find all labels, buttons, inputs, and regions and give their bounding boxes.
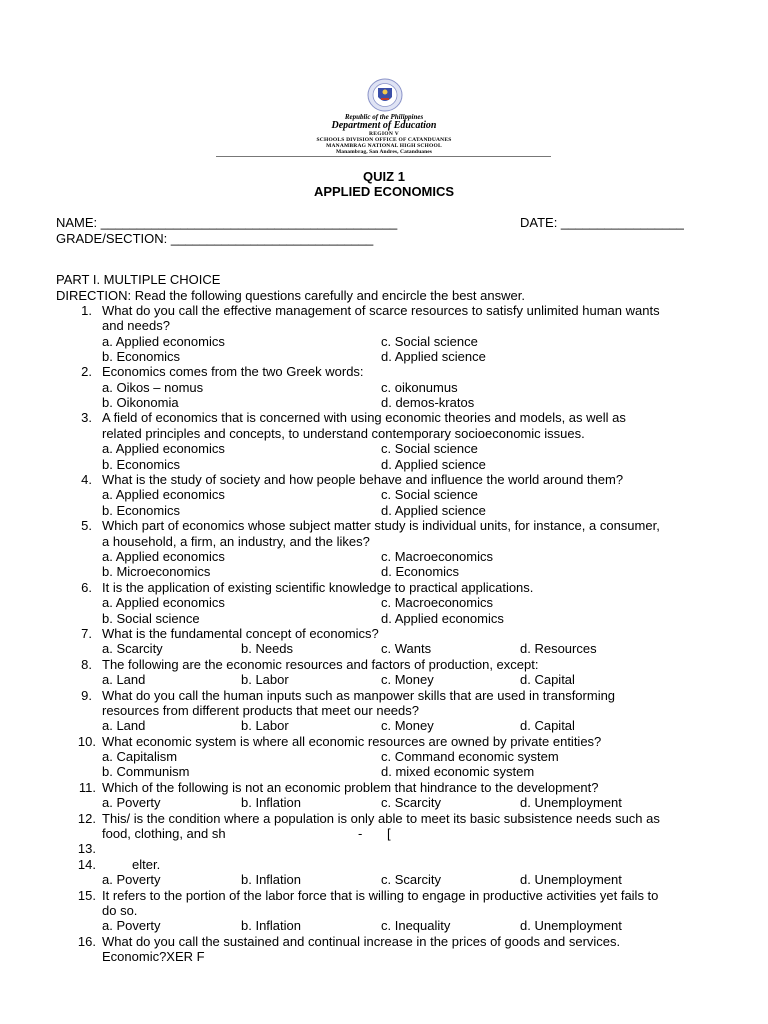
option-c: c. Macroeconomics [381, 549, 493, 564]
option-c: c. Command economic system [381, 749, 559, 764]
question-text: elter. [132, 857, 161, 872]
option-b: b. Inflation [241, 918, 301, 933]
question-text: It is the application of existing scientific knowledge to practical applications. [102, 580, 534, 595]
question-text: Economics comes from the two Greek words: [102, 364, 364, 379]
option-b: b. Social science [102, 611, 200, 626]
option-b: b. Oikonomia [102, 395, 179, 410]
stray-mark: - [358, 826, 363, 841]
option-c: c. Macroeconomics [381, 595, 493, 610]
grade-section-field: GRADE/SECTION: ____________________________ [56, 231, 374, 246]
question-text: food, clothing, and sh [102, 826, 226, 841]
option-a: a. Land [102, 672, 146, 687]
option-a: a. Land [102, 718, 146, 733]
option-b: b. Needs [241, 641, 294, 656]
option-d: d. Applied science [381, 349, 486, 364]
option-d: d. Applied science [381, 503, 486, 518]
question-number: 8. [81, 657, 92, 672]
option-d: d. Capital [520, 718, 575, 733]
option-b: b. Economics [102, 349, 181, 364]
option-a: a. Applied economics [102, 441, 225, 456]
option-a: a. Oikos – nomus [102, 380, 204, 395]
option-c: c. Money [381, 672, 434, 687]
header-divider [216, 156, 551, 157]
option-d: d. Resources [520, 641, 597, 656]
question-number: 16. [77, 934, 96, 949]
header-republic: Republic of the Philippines [344, 113, 424, 121]
option-d: d. Applied science [381, 457, 486, 472]
question-text: Which part of economics whose subject matter study is individual units, for instance, a consumer, [102, 518, 660, 533]
header-division: SCHOOLS DIVISION OFFICE OF CATANDUANES [316, 137, 452, 143]
option-a: a. Applied economics [102, 549, 225, 564]
option-d: d. Unemployment [520, 872, 622, 887]
question-text: What do you call the sustained and continual increase in the prices of goods and services. [102, 934, 621, 949]
option-a: a. Capitalism [102, 749, 178, 764]
option-a: a. Poverty [102, 872, 161, 887]
header-region: REGION V [369, 131, 399, 137]
option-b: b. Inflation [241, 872, 301, 887]
name-field: NAME: _________________________________________ [56, 215, 398, 230]
option-a: a. Poverty [102, 918, 161, 933]
header-department: Department of Education [331, 120, 437, 131]
option-c: c. Social science [381, 334, 478, 349]
question-number: 5. [81, 518, 92, 533]
option-d: d. demos-kratos [381, 395, 475, 410]
question-number: 10. [77, 734, 96, 749]
question-number: 7. [81, 626, 92, 641]
option-c: c. oikonumus [381, 380, 458, 395]
question-number: 9. [81, 688, 92, 703]
question-number: 12. [77, 811, 96, 826]
part-heading: PART I. MULTIPLE CHOICE [56, 272, 221, 287]
part-direction: DIRECTION: Read the following questions carefully and encircle the best answer. [56, 288, 525, 303]
question-number: 6. [81, 580, 92, 595]
question-text: The following are the economic resources and factors of production, except: [102, 657, 539, 672]
question-text: What economic system is where all economic resources are owned by private entities? [102, 734, 602, 749]
question-text: related principles and concepts, to understand contemporary socioeconomic issues. [102, 426, 585, 441]
question-text: A field of economics that is concerned with using economic theories and models, as well as [102, 410, 626, 425]
question-number: 11. [78, 780, 96, 795]
option-a: a. Applied economics [102, 595, 225, 610]
question-text: a household, a firm, an industry, and the likes? [102, 534, 370, 549]
option-d: d. Unemployment [520, 795, 622, 810]
option-c: c. Wants [381, 641, 432, 656]
option-c: c. Money [381, 718, 434, 733]
header-school: MANAMBRAG NATIONAL HIGH SCHOOL [326, 143, 442, 149]
option-b: b. Labor [241, 672, 289, 687]
quiz-title: QUIZ 1 [363, 169, 405, 184]
quiz-subject: APPLIED ECONOMICS [313, 184, 455, 199]
option-b: b. Communism [102, 764, 190, 779]
question-number: 3. [81, 410, 92, 425]
stray-mark: [ [387, 826, 391, 841]
option-c: c. Social science [381, 441, 478, 456]
question-text: Which of the following is not an economic problem that hindrance to the development? [102, 780, 599, 795]
option-c: c. Scarcity [381, 872, 441, 887]
option-b: b. Labor [241, 718, 289, 733]
question-text: What do you call the effective management of scarce resources to satisfy unlimited human wants [102, 303, 660, 318]
date-field: DATE: _________________ [520, 215, 684, 230]
question-text: What is the study of society and how people behave and influence the world around them? [102, 472, 624, 487]
option-c: c. Scarcity [381, 795, 441, 810]
question-text: and needs? [102, 318, 170, 333]
question-text: What do you call the human inputs such as manpower skills that are used in transforming [102, 688, 616, 703]
option-c: c. Inequality [381, 918, 451, 933]
question-number: 14. [77, 857, 96, 872]
option-a: a. Applied economics [102, 487, 225, 502]
option-d: d. Economics [381, 564, 460, 579]
option-d: d. Applied economics [381, 611, 504, 626]
option-a: a. Applied economics [102, 334, 225, 349]
header-address: Manambrag, San Andres, Catanduanes [335, 149, 433, 155]
question-number: 2. [81, 364, 92, 379]
question-text: It refers to the portion of the labor force that is willing to engage in productive activities yet fails to [102, 888, 659, 903]
question-number: 1. [81, 303, 92, 318]
question-number: 15. [77, 888, 96, 903]
option-c: c. Social science [381, 487, 478, 502]
deped-seal-icon [367, 78, 403, 112]
option-b: b. Inflation [241, 795, 301, 810]
option-d: d. Unemployment [520, 918, 622, 933]
question-number: 4. [81, 472, 92, 487]
question-number: 13. [77, 841, 96, 856]
option-d: d. Capital [520, 672, 575, 687]
option-a: a. Poverty [102, 795, 161, 810]
question-text: do so. [102, 903, 138, 918]
question-text: This/ is the condition where a population is only able to meet its basic subsistence needs such as [102, 811, 660, 826]
option-a: a. Scarcity [102, 641, 163, 656]
question-text: What is the fundamental concept of economics? [102, 626, 379, 641]
option-b: b. Microeconomics [102, 564, 211, 579]
option-d: d. mixed economic system [381, 764, 535, 779]
option-b: b. Economics [102, 457, 181, 472]
question-text: resources from different products that meet our needs? [102, 703, 419, 718]
option-b: b. Economics [102, 503, 181, 518]
question-text: Economic?XER F [102, 949, 205, 964]
